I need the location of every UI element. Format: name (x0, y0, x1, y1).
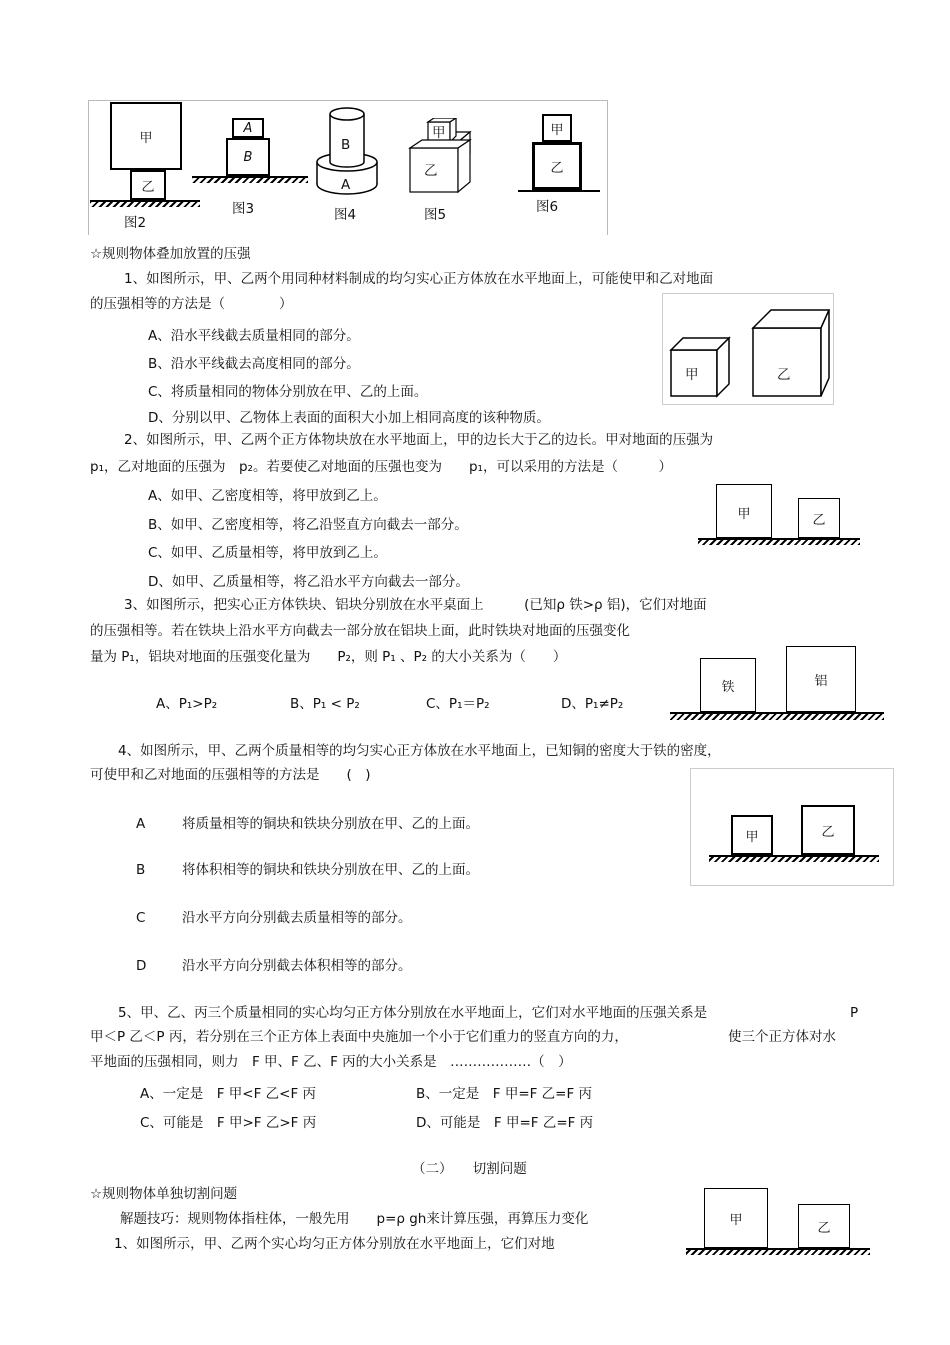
section2-heading: ☆规则物体单独切割问题 (90, 1186, 238, 1202)
q1-cubes (663, 294, 835, 406)
q5-line2: 甲＜P 乙＜P 丙，若分别在三个正方体上表面中央施加一个小于它们重力的竖直方向的力， (90, 1029, 628, 1045)
q2-option-d: D、如甲、乙质量相等，将乙沿水平方向截去一部分。 (148, 574, 469, 590)
fig2-ground (90, 200, 200, 207)
q4-option-a-letter: A (136, 816, 146, 832)
q4-figure (690, 768, 894, 886)
q1-option-b: B、沿水平线截去高度相同的部分。 (148, 356, 360, 372)
q5-option-a: A、一定是 F 甲<F 乙<F 丙 (140, 1086, 317, 1102)
s2-block-jia: 甲 (704, 1188, 768, 1248)
q1-line1: 1、如图所示，甲、乙两个用同种材料制成的均匀实心正方体放在水平地面上，可能使甲和乙对地面 (124, 271, 714, 287)
section2-tip: 解题技巧：规则物体指柱体，一般先用 p=ρ gh来计算压强，再算压力变化 (120, 1211, 589, 1227)
q1-fig-yi: 乙 (777, 367, 791, 383)
section2-title: （二） 切割问题 (412, 1161, 527, 1177)
q2-ground (698, 538, 860, 545)
fig4-label-b: B (341, 137, 351, 153)
q5-line1: 5、甲、乙、丙三个质量相同的实心均匀正方体分别放在水平地面上，它们对水平地面的压强关系是 (118, 1005, 708, 1021)
q4-line2: 可使甲和乙对地面的压强相等的方法是 ( ) (90, 767, 371, 783)
q4-block-jia: 甲 (731, 815, 773, 855)
q2-line1: 2、如图所示，甲、乙两个正方体物块放在水平地面上，甲的边长大于乙的边长。甲对地面的压强为 (124, 432, 714, 448)
fig6-block-yi: 乙 (532, 142, 582, 190)
q3-line2: 的压强相等。若在铁块上沿水平方向截去一部分放在铝块上面，此时铁块对地面的压强变化 (90, 623, 630, 639)
q5-line1-end: P (850, 1005, 859, 1021)
q5-option-b: B、一定是 F 甲=F 乙=F 丙 (416, 1086, 593, 1102)
fig3-ground (192, 176, 308, 183)
q2-option-c: C、如甲、乙质量相等，将甲放到乙上。 (148, 545, 387, 561)
section1-heading: ☆规则物体叠加放置的压强 (90, 246, 251, 262)
q2-figure (698, 484, 860, 548)
fig2-caption: 图2 (124, 215, 147, 231)
q3-ground (670, 712, 884, 720)
fig5-label-yi: 乙 (424, 163, 438, 179)
q2-option-b: B、如甲、乙密度相等，将乙沿竖直方向截去一部分。 (148, 517, 468, 533)
q3-option-a: A、P₁>P₂ (156, 696, 218, 712)
q3-line3: 量为 P₁，铝块对地面的压强变化量为 P₂，则 P₁ 、P₂ 的大小关系为（ ） (90, 649, 567, 665)
fig4-label-a: A (341, 177, 351, 193)
q3-option-d: D、P₁≠P₂ (561, 696, 624, 712)
q3-block-lv: 铝 (786, 646, 856, 712)
q4-option-d-letter: D (136, 958, 147, 974)
q1-option-d: D、分别以甲、乙物体上表面的面积大小加上相同高度的该种物质。 (148, 410, 550, 426)
fig2-block-yi: 乙 (130, 170, 166, 200)
q3-line1: 3、如图所示，把实心正方体铁块、铝块分别放在水平桌面上 (已知ρ 铁>ρ 铝)，它们对地面 (124, 597, 707, 613)
q1-fig-jia: 甲 (685, 367, 699, 383)
top-figure (88, 100, 608, 235)
q5-option-d: D、可能是 F 甲=F 乙=F 丙 (416, 1115, 594, 1131)
q1-line2: 的压强相等的方法是（ ） (90, 296, 293, 312)
q4-option-b-text: 将体积相等的铜块和铁块分别放在甲、乙的上面。 (182, 862, 479, 878)
s2-ground (686, 1248, 870, 1255)
section2-figure (686, 1188, 870, 1258)
fig5-label-jia: 甲 (432, 125, 446, 141)
q5-line2-end: 使三个正方体对水 (728, 1029, 836, 1045)
q4-option-b-letter: B (136, 862, 146, 878)
q2-block-jia: 甲 (716, 484, 772, 538)
q4-line1: 4、如图所示，甲、乙两个质量相等的均匀实心正方体放在水平地面上，已知铜的密度大于铁的密度， (118, 743, 721, 759)
fig3-block-b: B (226, 138, 270, 176)
q1-option-a: A、沿水平线截去质量相同的部分。 (148, 328, 360, 344)
q2-block-yi: 乙 (798, 498, 840, 538)
q4-option-a-text: 将质量相等的铜块和铁块分别放在甲、乙的上面。 (182, 816, 479, 832)
q2-line2: p₁，乙对地面的压强为 p₂。若要使乙对地面的压强也变为 p₁，可以采用的方法是（ ） (90, 459, 672, 475)
q3-option-b: B、P₁ < P₂ (290, 696, 360, 712)
section2-q1-line1: 1、如图所示，甲、乙两个实心均匀正方体分别放在水平地面上，它们对地 (114, 1236, 555, 1252)
q3-figure (670, 646, 884, 720)
q4-option-c-text: 沿水平方向分别截去质量相等的部分。 (182, 910, 412, 926)
q1-option-c: C、将质量相同的物体分别放在甲、乙的上面。 (148, 384, 428, 400)
fig5-caption: 图5 (424, 207, 447, 223)
q4-option-d-text: 沿水平方向分别截去体积相等的部分。 (182, 958, 412, 974)
fig4-caption: 图4 (334, 207, 357, 223)
s2-block-yi: 乙 (798, 1204, 850, 1248)
fig3-block-a: A (232, 118, 264, 138)
q1-figure (662, 293, 834, 405)
fig5-cubes (406, 118, 486, 198)
q3-option-c: C、P₁＝P₂ (426, 696, 490, 712)
fig6-caption: 图6 (536, 199, 559, 215)
q4-ground (709, 855, 879, 862)
q3-block-tie: 铁 (700, 658, 756, 712)
q2-option-a: A、如甲、乙密度相等，将甲放到乙上。 (148, 488, 387, 504)
fig2-block-jia: 甲 (110, 102, 182, 170)
fig3-caption: 图3 (232, 201, 255, 217)
q4-option-c-letter: C (136, 910, 146, 926)
fig6-block-jia: 甲 (542, 114, 572, 142)
q5-line3: 平地面的压强相同，则力 F 甲、F 乙、F 丙的大小关系是 ………………（ ） (90, 1054, 572, 1070)
q5-option-c: C、可能是 F 甲>F 乙>F 丙 (140, 1115, 317, 1131)
q4-block-yi: 乙 (801, 805, 855, 855)
